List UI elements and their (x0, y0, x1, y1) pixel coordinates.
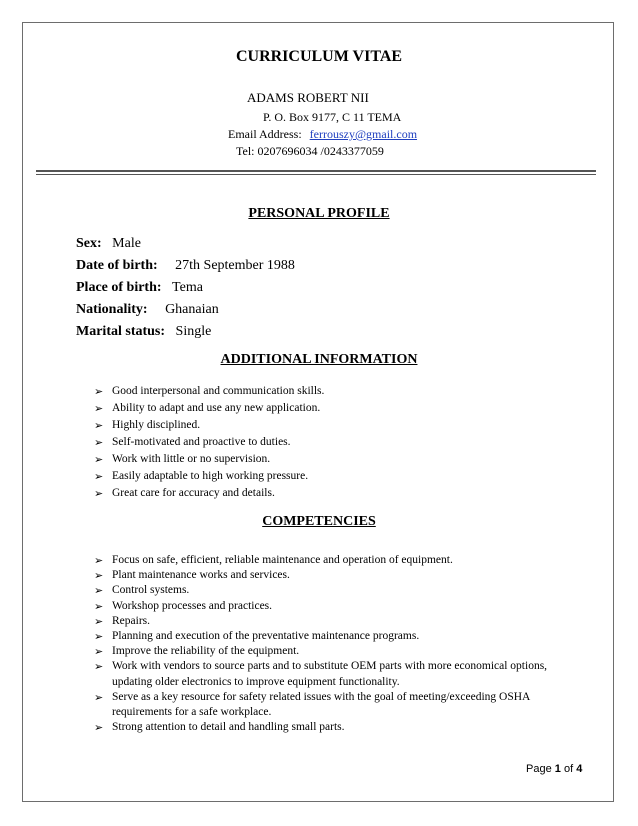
arrow-bullet-icon: ➢ (94, 645, 104, 659)
profile-date-of-birth (76, 258, 295, 274)
email-line (228, 127, 417, 142)
list-item (94, 568, 574, 583)
page-total: 4 (576, 763, 583, 775)
arrow-bullet-icon: ➢ (94, 584, 104, 598)
competencies-heading: COMPETENCIES (262, 514, 376, 529)
additional-information-heading: ADDITIONAL INFORMATION (220, 352, 418, 367)
list-item-text: Strong attention to detail and handling small parts. (112, 721, 345, 734)
list-item (94, 553, 574, 568)
arrow-bullet-icon: ➢ (94, 470, 104, 483)
email-link[interactable]: ferrouszy@gmail.com (309, 127, 418, 141)
page-current: 1 (554, 763, 561, 775)
arrow-bullet-icon: ➢ (94, 569, 104, 583)
arrow-bullet-icon: ➢ (94, 453, 104, 466)
profile-value: Ghanaian (165, 302, 219, 317)
list-item (94, 417, 324, 434)
list-item (94, 451, 324, 468)
profile-label: Sex: (76, 236, 102, 251)
arrow-bullet-icon: ➢ (94, 419, 104, 432)
page-word: Page (526, 763, 552, 775)
list-item-text: Focus on safe, efficient, reliable maintenance and operation of equipment. (112, 554, 453, 566)
list-item (94, 599, 574, 614)
arrow-bullet-icon: ➢ (94, 436, 104, 449)
list-item-text: Highly disciplined. (112, 419, 201, 431)
header-divider-thin (36, 174, 596, 175)
arrow-bullet-icon: ➢ (94, 690, 104, 704)
list-item-text: Good interpersonal and communication skills. (112, 385, 325, 397)
arrow-bullet-icon: ➢ (94, 487, 104, 500)
profile-marital-status (76, 324, 211, 340)
list-item (94, 720, 574, 735)
list-item (94, 485, 324, 502)
applicant-name: ADAMS ROBERT NII (247, 90, 369, 105)
email-label: Email Address: (228, 127, 302, 141)
profile-sex (76, 236, 141, 252)
list-item (94, 690, 574, 720)
list-item (94, 434, 324, 451)
arrow-bullet-icon: ➢ (94, 599, 104, 613)
list-item-text: Improve the reliability of the equipment. (112, 645, 300, 658)
list-item-text: Work with little or no supervision. (112, 453, 271, 465)
list-item (94, 468, 324, 485)
list-item-text: Self-motivated and proactive to duties. (112, 436, 291, 448)
arrow-bullet-icon: ➢ (94, 554, 104, 567)
profile-value: 27th September 1988 (175, 258, 295, 273)
postal-address: P. O. Box 9177, C 11 TEMA (263, 110, 402, 124)
list-item (94, 644, 574, 659)
list-item-text: Easily adaptable to high working pressure. (112, 470, 309, 482)
profile-value: Single (175, 324, 212, 339)
profile-label: Place of birth: (76, 280, 162, 295)
profile-value: Tema (172, 280, 203, 295)
profile-label: Nationality: (76, 302, 148, 317)
header-divider-thick (36, 170, 596, 172)
profile-label: Marital status: (76, 324, 166, 339)
list-item-text: Repairs. (112, 614, 151, 627)
arrow-bullet-icon: ➢ (94, 385, 104, 398)
list-item (94, 400, 324, 417)
document-title: CURRICULUM VITAE (235, 48, 403, 65)
profile-nationality (76, 302, 219, 318)
arrow-bullet-icon: ➢ (94, 630, 104, 644)
list-item-text: Planning and execution of the preventative maintenance programs. (112, 630, 420, 643)
profile-value: Male (112, 236, 141, 251)
list-item-text: Work with vendors to source parts and to substitute OEM parts with more economical options, updating older electronics to improve equipment functionality. (112, 660, 548, 688)
list-item (94, 659, 574, 689)
list-item-text: Great care for accuracy and details. (112, 487, 275, 499)
competencies-list (94, 553, 574, 735)
list-item (94, 629, 574, 644)
list-item-text: Ability to adapt and use any new application. (112, 402, 321, 414)
telephone: Tel: 0207696034 /0243377059 (236, 144, 384, 158)
list-item (94, 583, 574, 598)
list-item (94, 614, 574, 629)
arrow-bullet-icon: ➢ (94, 721, 104, 735)
list-item-text: Control systems. (112, 584, 190, 597)
arrow-bullet-icon: ➢ (94, 614, 104, 628)
personal-profile-heading: PERSONAL PROFILE (248, 206, 390, 221)
list-item-text: Workshop processes and practices. (112, 599, 273, 612)
arrow-bullet-icon: ➢ (94, 402, 104, 415)
list-item-text: Plant maintenance works and services. (112, 569, 290, 582)
additional-information-list (94, 383, 324, 502)
profile-label: Date of birth: (76, 258, 158, 273)
page-number (526, 763, 582, 775)
arrow-bullet-icon: ➢ (94, 660, 104, 674)
list-item (94, 383, 324, 400)
of-word: of (563, 763, 574, 775)
list-item-text: Serve as a key resource for safety related issues with the goal of meeting/exceeding OSHA requirements for a safe workplace. (112, 690, 530, 719)
profile-place-of-birth (76, 280, 203, 296)
